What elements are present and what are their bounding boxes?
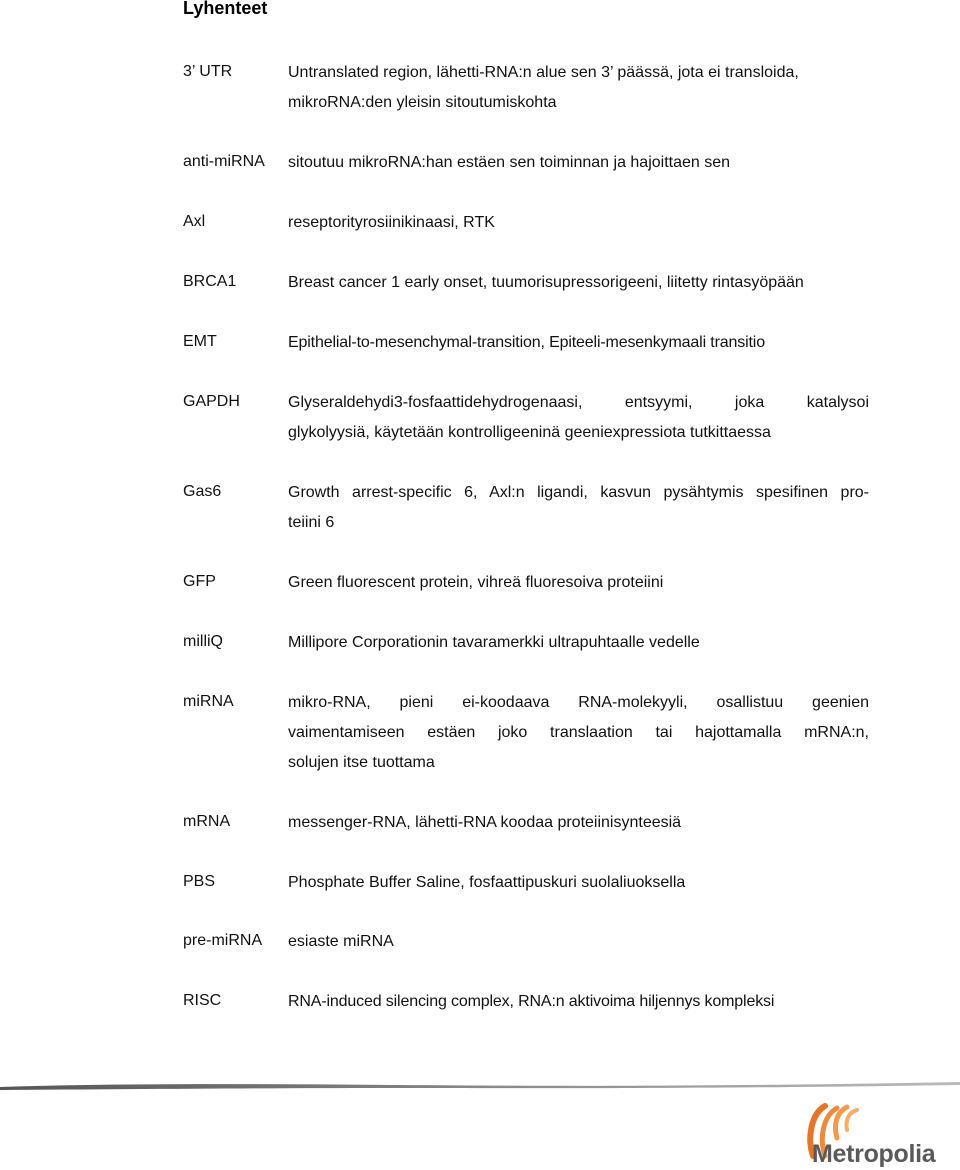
abbreviation-definition [288,148,869,178]
definition-line: vaimentamiseen estäen joko translaation tai hajottamalla mRNA:n, [288,724,869,741]
definition-line: teiini 6 [288,514,335,531]
abbreviation-definition [288,568,869,598]
abbreviation-definition [288,808,869,838]
abbreviation-definition [288,987,869,1017]
definition-line: Millipore Corporationin tavaramerkki ultrapuhtaalle vedelle [288,634,700,651]
definition-line: esiaste miRNA [288,933,394,950]
definition-line: mikroRNA:den yleisin sitoutumiskohta [288,94,557,111]
abbreviation-term: mRNA [183,813,231,830]
definition-line: Breast cancer 1 early onset, tuumorisupressorigeeni, liitetty rintasyöpään [288,274,804,291]
definition-line: sitoutuu mikroRNA:han estäen sen toiminnan ja hajoittaen sen [288,154,731,171]
definition-line: solujen itse tuottama [288,754,435,771]
definition-line: Growth arrest-specific 6, Axl:n ligandi, kasvun pysähtymis spesifinen pro- [288,484,869,501]
definition-line: Phosphate Buffer Saline, fosfaattipuskuri suolaliuoksella [288,874,686,891]
abbreviation-term: miRNA [183,693,234,710]
abbreviation-definition [288,388,869,448]
definition-line: Epithelial-to-mesenchymal-transition, Epiteeli-mesenkymaali transitio [288,334,765,351]
abbreviation-definition [288,208,869,238]
abbreviation-term: milliQ [183,633,223,650]
definition-line: glykolyysiä, käytetään kontrolligeeninä geeniexpressiota tutkittaessa [288,424,771,441]
abbreviation-term: RISC [183,992,222,1009]
abbreviation-definition [288,628,869,658]
abbreviation-definition [288,868,869,898]
footer-rule [0,1081,960,1090]
abbreviation-term: Gas6 [183,483,222,500]
abbreviation-definition [288,688,869,778]
definition-line: RNA-induced silencing complex, RNA:n aktivoima hiljennys kompleksi [288,993,775,1010]
abbreviation-term: GFP [183,573,216,590]
abbreviation-definition [288,268,869,298]
abbreviation-definition [288,478,869,538]
abbreviation-term: 3’ UTR [183,63,233,80]
abbreviation-term: pre-miRNA [183,932,263,949]
abbreviation-definition [288,58,869,118]
abbreviation-definition [288,927,869,957]
abbreviation-term: Axl [183,213,206,230]
definition-line: reseptorityrosiinikinaasi, RTK [288,214,495,231]
definition-line: Green fluorescent protein, vihreä fluoresoiva proteiini [288,574,664,591]
definition-line: mikro-RNA, pieni ei-koodaava RNA-molekyyli, osallistuu geenien [288,694,869,711]
abbreviation-definition [288,328,869,358]
abbreviation-term: GAPDH [183,393,240,410]
definition-line: messenger-RNA, lähetti-RNA koodaa proteiinisynteesiä [288,814,682,831]
page-title: Lyhenteet [183,0,268,18]
abbreviation-term: anti-miRNA [183,153,265,170]
definition-line: Glyseraldehydi3-fosfaattidehydrogenaasi, entsyymi, joka katalysoi [288,394,869,411]
abbreviation-term: PBS [183,873,216,890]
logo-wordmark: Metropolia [812,1140,936,1168]
abbreviation-term: BRCA1 [183,273,237,290]
definition-line: Untranslated region, lähetti-RNA:n alue sen 3’ päässä, jota ei transloida, [288,64,799,81]
abbreviation-term: EMT [183,333,217,350]
